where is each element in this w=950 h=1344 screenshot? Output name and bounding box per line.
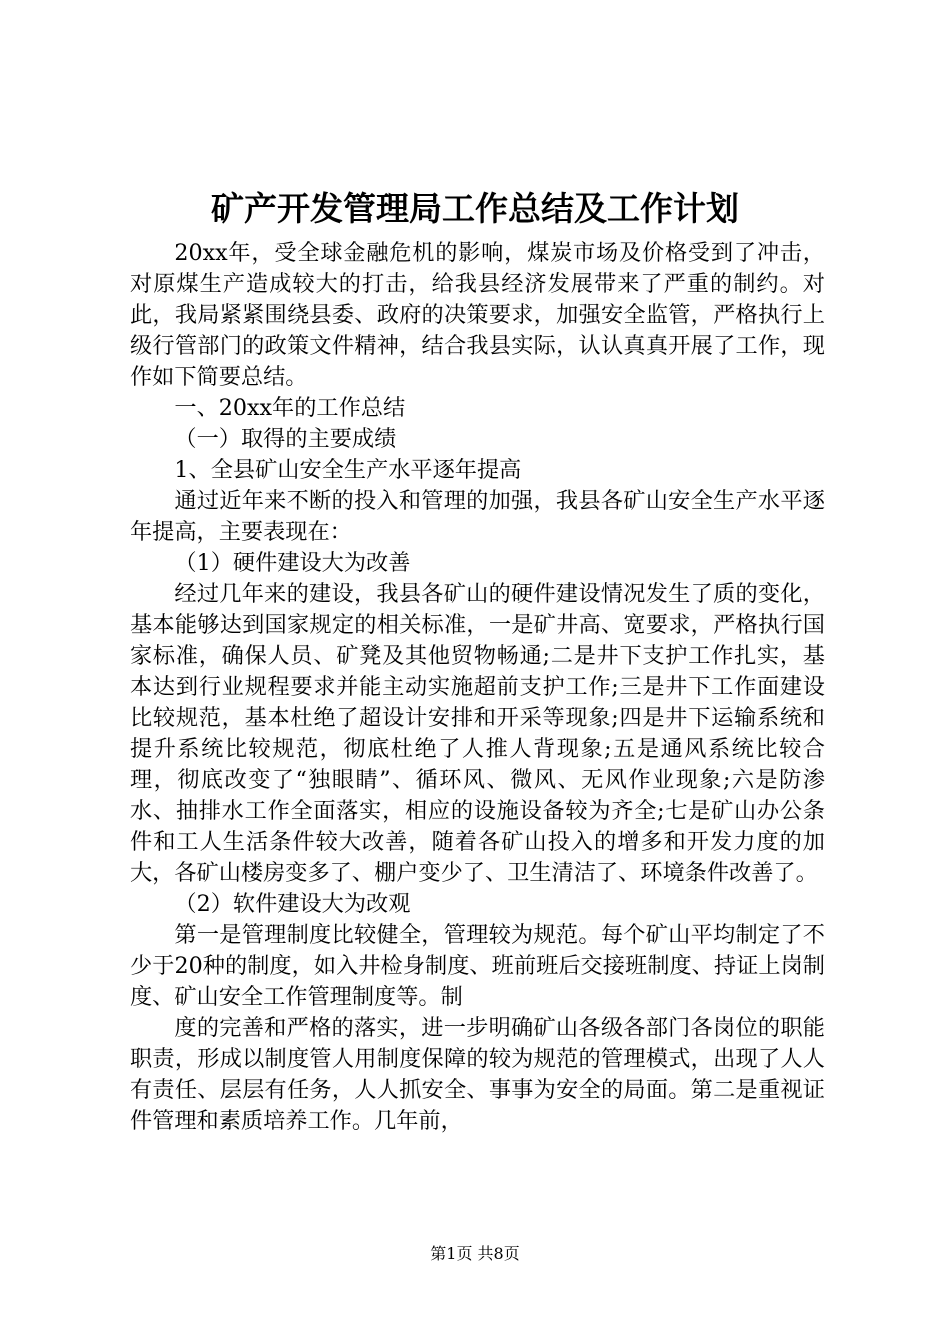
item-heading-1: 1、全县矿山安全生产水平逐年提高: [174, 457, 522, 483]
subitem-heading-hardware: （1）硬件建设大为改善: [174, 550, 411, 576]
paragraph-safety-level: 通过近年来不断的投入和管理的加强，我县各矿山安全生产水平逐年提高，主要表现在：: [130, 488, 825, 545]
page-number-footer: 第1页 共8页: [430, 1244, 520, 1263]
document-body: [130, 238, 825, 1137]
subsection-heading-achievements: （一）取得的主要成绩: [174, 426, 397, 452]
paragraph-software-1: 第一是管理制度比较健全，管理较为规范。每个矿山平均制定了不少于20种的制度，如入井检身制度、班前班后交接班制度、持证上岗制度、矿山安全工作管理制度等。制: [130, 922, 825, 1010]
paragraph-hardware: 经过几年来的建设，我县各矿山的硬件建设情况发生了质的变化，基本能够达到国家规定的相关标准，一是矿井高、宽要求，严格执行国家标准，确保人员、矿凳及其他贸物畅通;二是井下支护工作扎实，基本达到行业规程要求并能主动实施超前支护工作;三是井下工作面建设比较规范，基本杜绝了超设计安排和开采等现象;四是井下运输系统和提升系统比较规范，彻底杜绝了人推人背现象;五是通风系统比较合理，彻底改变了“独眼睛”、循环风、微风、无风作业现象;六是防渗水、抽排水工作全面落实，相应的设施设备较为齐全;七是矿山办公条件和工人生活条件较大改善，随着各矿山投入的增多和开发力度的加大，各矿山楼房变多了、棚户变少了、卫生清洁了、环境条件改善了。: [130, 581, 825, 886]
paragraph-intro: 20xx年，受全球金融危机的影响，煤炭市场及价格受到了冲击，对原煤生产造成较大的打击，给我县经济发展带来了严重的制约。对此，我局紧紧围绕县委、政府的决策要求，加强安全监管，严格执行上级行管部门的政策文件精神，结合我县实际，认认真真开展了工作，现作如下简要总结。: [130, 240, 825, 390]
subitem-heading-software: （2）软件建设大为改观: [174, 891, 411, 917]
document-title: 矿产开发管理局工作总结及工作计划: [211, 189, 739, 228]
section-heading-1: 一、20xx年的工作总结: [174, 395, 406, 421]
paragraph-software-2: 度的完善和严格的落实，进一步明确矿山各级各部门各岗位的职能职责，形成以制度管人用制度保障的较为规范的管理模式，出现了人人有责任、层层有任务，人人抓安全、事事为安全的局面。第二是重视证件管理和素质培养工作。几年前，: [130, 1015, 825, 1134]
